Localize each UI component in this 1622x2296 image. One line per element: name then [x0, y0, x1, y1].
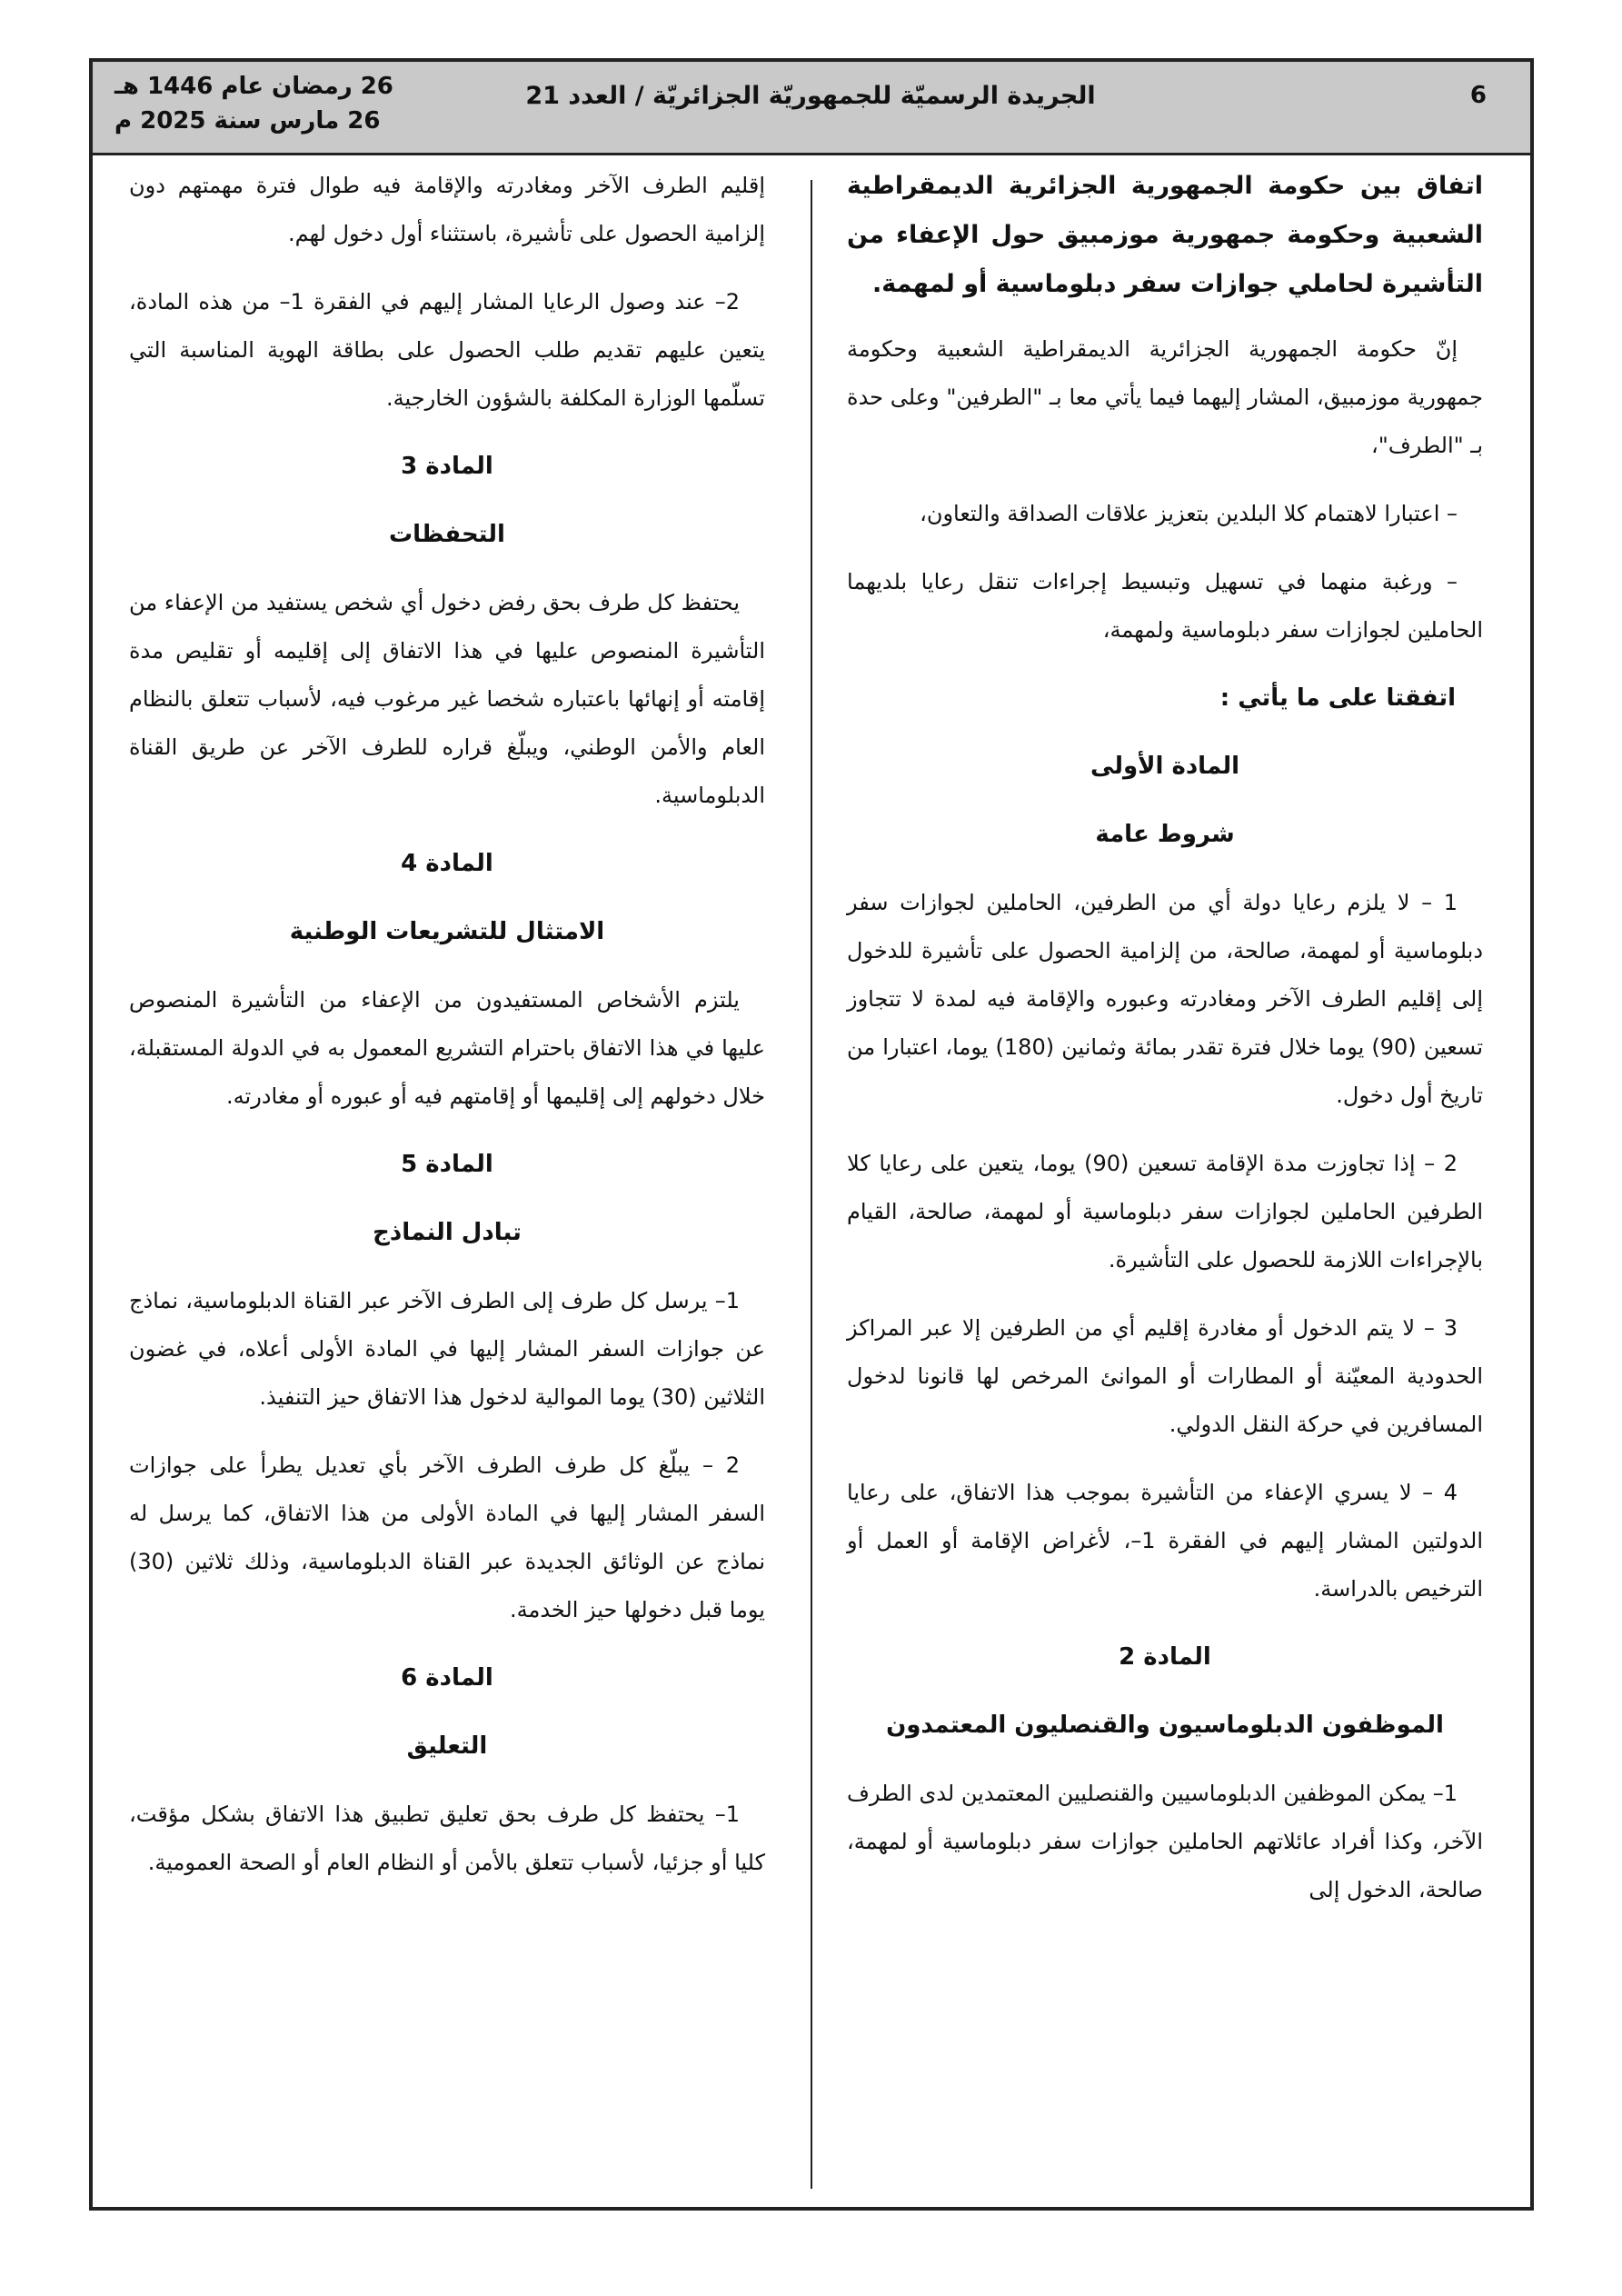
article-3-paragraph-1: يحتفظ كل طرف بحق رفض دخول أي شخص يستفيد من الإعفاء من التأشيرة المنصوص عليها في هذا الاتفاق إلى إقليمه أو تقليص مدة إقامته أو إنهائها باعتباره شخصا غير مرغوب فيه، لأسباب تتعلق بالنظام العام والأمن الوطني، ويبلّغ قراره للطرف الآخر عن طريق القناة الدبلوماسية. [129, 590, 765, 808]
column-divider [811, 180, 812, 2189]
article-5-heading: المادة 5 [401, 1151, 493, 1178]
article-6-title: التعليق [406, 1732, 488, 1760]
article-2-title: الموظفون الدبلوماسيون والقنصليون المعتمدون [886, 1712, 1444, 1739]
issue-date [114, 69, 442, 138]
article-1-paragraph-2: 2 – إذا تجاوزت مدة الإقامة تسعين (90) يوما، يتعين على رعايا كلا الطرفين الحاملين لجوازات سفر دبلوماسية أو لمهمة، صالحة، القيام بالإجراءات اللازمة للحصول على التأشيرة. [847, 1151, 1483, 1273]
article-3-heading: المادة 3 [401, 453, 493, 480]
gazette-title: الجريدة الرسميّة للجمهوريّة الجزائريّة / العدد 21 [525, 82, 1096, 110]
right-column [847, 162, 1483, 1934]
article-5-paragraph-1: 1– يرسل كل طرف إلى الطرف الآخر عبر القناة الدبلوماسية، نماذج عن جوازات السفر المشار إليها في المادة الأولى أعلاه، في غضون الثلاثين (30) يوما الموالية لدخول هذا الاتفاق حيز التنفيذ. [129, 1288, 765, 1410]
whereas-1: – اعتبارا لاهتمام كلا البلدين بتعزيز علاقات الصداقة والتعاون، [920, 501, 1458, 526]
page-number: 6 [1469, 82, 1487, 109]
page-header [93, 62, 1530, 155]
article-1-paragraph-3: 3 – لا يتم الدخول أو مغادرة إقليم أي من الطرفين إلا عبر المراكز الحدودية المعيّنة أو المطارات أو الموانئ المرخص لها قانونا لدخول المسافرين في حركة النقل الدولي. [847, 1315, 1483, 1437]
article-5-title: تبادل النماذج [373, 1219, 522, 1246]
article-2-paragraph-1: 1– يمكن الموظفين الدبلوماسيين والقنصليين المعتمدين لدى الطرف الآخر، وكذا أفراد عائلاتهم الحاملين جوازات سفر دبلوماسية أو لمهمة، صالحة، الدخول إلى [847, 1781, 1483, 1902]
article-4-title: الامتثال للتشريعات الوطنية [289, 918, 605, 945]
article-1-heading: المادة الأولى [1090, 753, 1240, 780]
article-1-paragraph-4: 4 – لا يسري الإعفاء من التأشيرة بموجب هذا الاتفاق، على رعايا الدولتين المشار إليهم في الفقرة 1–، لأغراض الإقامة أو العمل أو الترخيص بالدراسة. [847, 1480, 1483, 1602]
date-hijri: 26 رمضان عام 1446 هـ [114, 73, 393, 100]
article-1-title: شروط عامة [1095, 821, 1235, 848]
article-6-paragraph-1: 1– يحتفظ كل طرف بحق تعليق تطبيق هذا الاتفاق بشكل مؤقت، كليا أو جزئيا، لأسباب تتعلق بالأمن أو النظام العام أو الصحة العمومية. [129, 1802, 765, 1875]
article-1-paragraph-1: 1 – لا يلزم رعايا دولة أي من الطرفين، الحاملين لجوازات سفر دبلوماسية أو لمهمة، صالحة، من إلزامية الحصول على تأشيرة للدخول إلى إقليم الطرف الآخر ومغادرته وعبوره والإقامة فيه لمدة لا تتجاوز تسعين (90) يوما خلال فترة تقدر بمائة وثمانين (180) يوما، اعتبارا من تاريخ أول دخول. [847, 890, 1483, 1108]
agreed-heading: اتفقتا على ما يأتي : [1219, 684, 1456, 712]
preamble: إنّ حكومة الجمهورية الجزائرية الديمقراطية الشعبية وحكومة جمهورية موزمبيق، المشار إليهما فيما يأتي معا بـ "الطرفين" وعلى حدة بـ "الطرف"، [847, 336, 1483, 458]
whereas-2: – ورغبة منهما في تسهيل وتبسيط إجراءات تنقل رعايا بلديهما الحاملين لجوازات سفر دبلوماسية ولمهمة، [847, 569, 1483, 643]
article-2-paragraph-2: 2– عند وصول الرعايا المشار إليهم في الفقرة 1– من هذه المادة، يتعين عليهم تقديم طلب الحصول على بطاقة الهوية المناسبة التي تسلّمها الوزارة المكلفة بالشؤون الخارجية. [129, 289, 765, 411]
left-column [129, 162, 765, 1907]
article-2-continuation: إقليم الطرف الآخر ومغادرته والإقامة فيه طوال فترة مهمتهم دون إلزامية الحصول على تأشيرة، باستثناء أول دخول لهم. [129, 173, 765, 246]
article-4-paragraph-1: يلتزم الأشخاص المستفيدون من الإعفاء من التأشيرة المنصوص عليها في هذا الاتفاق باحترام التشريع المعمول به في الدولة المستقبلة، خلال دخولهم إلى إقليمها أو إقامتهم فيه أو عبوره أو مغادرته. [129, 987, 765, 1109]
page-frame [89, 58, 1534, 2211]
article-3-title: التحفظات [389, 521, 505, 548]
article-2-heading: المادة 2 [1119, 1643, 1211, 1671]
date-gregorian: 26 مارس سنة 2025 م [114, 107, 381, 135]
article-5-paragraph-2: 2 – يبلّغ كل طرف الطرف الآخر بأي تعديل يطرأ على جوازات السفر المشار إليها في المادة الأولى من هذا الاتفاق، كما يرسل له نماذج عن الوثائق الجديدة عبر القناة الدبلوماسية، وذلك ثلاثين (30) يوما قبل دخولها حيز الخدمة. [129, 1452, 765, 1622]
article-4-heading: المادة 4 [401, 850, 493, 877]
agreement-title: اتفاق بين حكومة الجمهورية الجزائرية الديمقراطية الشعبية وحكومة جمهورية موزمبيق حول الإعفاء من التأشيرة لحاملي جوازات سفر دبلوماسية أو لمهمة. [847, 172, 1483, 298]
article-6-heading: المادة 6 [401, 1664, 493, 1692]
